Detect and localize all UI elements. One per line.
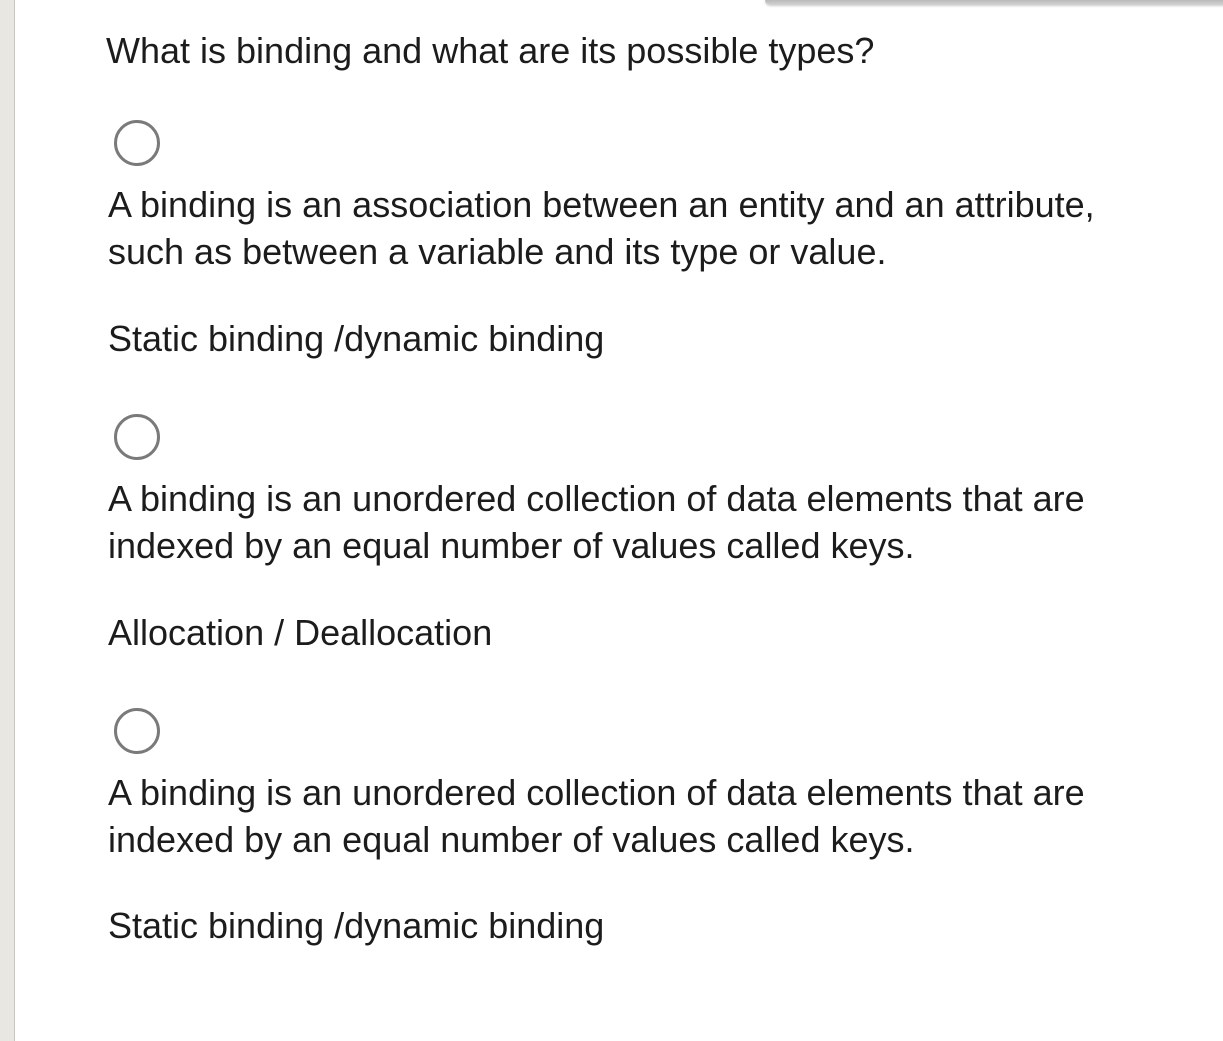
option-3-description xyxy=(108,769,1208,863)
option-3-radio[interactable] xyxy=(114,708,160,754)
option-1-radio[interactable] xyxy=(114,120,160,166)
option-2-radio[interactable] xyxy=(114,414,160,460)
option-1-types: Static binding /dynamic binding xyxy=(108,318,605,359)
top-panel-edge xyxy=(765,0,1223,5)
left-edge-divider xyxy=(14,0,15,1041)
option-2-types: Allocation / Deallocation xyxy=(108,612,493,653)
question-text: What is binding and what are its possible types? xyxy=(106,30,875,71)
option-2-line-2: indexed by an equal number of values called keys. xyxy=(108,525,915,566)
option-1-description xyxy=(108,181,1208,275)
left-window-edge xyxy=(0,0,14,1041)
option-1-line-2: such as between a variable and its type or value. xyxy=(108,231,887,272)
option-2-description xyxy=(108,475,1208,569)
option-3-line-1: A binding is an unordered collection of data elements that are xyxy=(108,772,1085,813)
option-2-line-1: A binding is an unordered collection of data elements that are xyxy=(108,478,1085,519)
option-1-line-1: A binding is an association between an entity and an attribute, xyxy=(108,184,1095,225)
option-3-types: Static binding /dynamic binding xyxy=(108,905,605,946)
option-3-line-2: indexed by an equal number of values called keys. xyxy=(108,819,915,860)
